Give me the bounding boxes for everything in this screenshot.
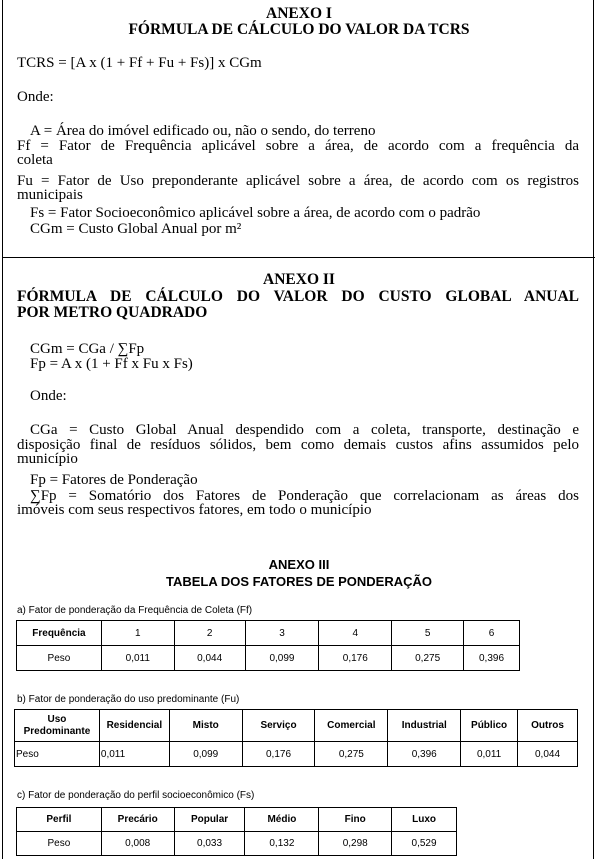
table-a-cell: 0,396 [464, 646, 520, 671]
table-a-header-cell: 4 [319, 621, 392, 646]
table-a-header-cell: 2 [174, 621, 245, 646]
table-c-header-cell: Perfil [17, 808, 102, 832]
annex1-onde: Onde: [17, 89, 54, 105]
table-b-header-cell: Uso Predominante [15, 710, 100, 742]
table-b-header-cell: Outros [518, 710, 578, 742]
annex2-def-fp: Fp = Fatores de Ponderação [30, 472, 198, 488]
table-b-header-cell: Comercial [315, 710, 388, 742]
annex1-def-ff: Ff = Fator de Frequência aplicável sobre a área, de acordo com a frequência da [17, 138, 579, 154]
table-c-header-cell: Médio [245, 808, 319, 832]
table-c-header-cell: Precário [101, 808, 174, 832]
table-c-cell: 0,132 [245, 832, 319, 856]
table-frequency [16, 620, 520, 671]
table-b-cell: 0,011 [461, 742, 518, 767]
annex2-number: ANEXO II [263, 271, 335, 288]
table-c-row-label: Peso [17, 832, 102, 856]
annex1-def-fu: Fu = Fator de Uso preponderante aplicável sobre a área, de acordo com os registros [17, 173, 579, 189]
table-a-cell: 0,011 [101, 646, 174, 671]
table-a-header-cell: 6 [464, 621, 520, 646]
annex1-def-fu-cont: municipais [17, 187, 83, 203]
annex1-def-fs: Fs = Fator Socioeconômico aplicável sobre a área, de acordo com o padrão [30, 205, 481, 221]
table-c-header-cell: Fino [319, 808, 392, 832]
annex1-title: FÓRMULA DE CÁLCULO DO VALOR DA TCRS [128, 21, 470, 38]
table-c-cell: 0,008 [101, 832, 174, 856]
table-c-cell: 0,298 [319, 832, 392, 856]
annex1-def-ff-cont: coleta [17, 152, 53, 168]
table-a-cell: 0,176 [319, 646, 392, 671]
table-a-caption: a) Fator de ponderação da Frequência de Coleta (Ff) [17, 605, 253, 616]
table-b-header-cell: Misto [169, 710, 242, 742]
annex1-def-cgm: CGm = Custo Global Anual por m² [30, 221, 242, 237]
table-b-caption: b) Fator de ponderação do uso predominante (Fu) [17, 694, 240, 705]
table-b-cell: 0,176 [242, 742, 315, 767]
table-b-header-cell: Serviço [242, 710, 315, 742]
table-b-cell: 0,011 [99, 742, 169, 767]
table-a-cell: 0,275 [392, 646, 464, 671]
annex1-def-a: A = Área do imóvel edificado ou, não o sendo, do terreno [30, 123, 376, 139]
table-b-cell: 0,275 [315, 742, 388, 767]
table-a-header-cell: Frequência [17, 621, 102, 646]
table-a-header-cell: 3 [245, 621, 319, 646]
annex3-number: ANEXO III [268, 557, 330, 572]
table-a-header-cell: 5 [392, 621, 464, 646]
table-a-cell: 0,099 [245, 646, 319, 671]
table-c-cell: 0,033 [174, 832, 245, 856]
annex2-def-cga-cont: disposição final de resíduos sólidos, bem como demais custos afins assumidos pelo [17, 437, 579, 453]
separator [3, 257, 595, 258]
table-a-row-label: Peso [17, 646, 102, 671]
table-a-cell: 0,044 [174, 646, 245, 671]
table-a-header-cell: 1 [101, 621, 174, 646]
annex2-title-line1: FÓRMULA DE CÁLCULO DO VALOR DO CUSTO GLOBAL ANUAL [17, 288, 579, 305]
table-b-header-cell: Industrial [388, 710, 461, 742]
annex1-number: ANEXO I [266, 5, 332, 22]
table-b-header-cell: Público [461, 710, 518, 742]
table-c-header-cell: Luxo [392, 808, 457, 832]
table-b-cell: 0,099 [169, 742, 242, 767]
table-c-header-cell: Popular [174, 808, 245, 832]
table-c-cell: 0,529 [392, 832, 457, 856]
annex2-formula-cgm: CGm = CGa / ∑Fp [30, 341, 145, 357]
annex3-title: TABELA DOS FATORES DE PONDERAÇÃO [165, 574, 433, 589]
document-page [2, 0, 594, 859]
annex1-formula: TCRS = [A x (1 + Ff + Fu + Fs)] x CGm [17, 55, 262, 71]
annex2-onde: Onde: [30, 388, 67, 404]
table-b-row-label: Peso [15, 742, 100, 767]
table-usage [14, 709, 578, 767]
annex2-formula-fp: Fp = A x (1 + Ff x Fu x Fs) [30, 356, 193, 372]
annex2-def-cga-end: município [17, 451, 78, 467]
annex2-def-sumfp-cont: imóveis com seus respectivos fatores, em todo o município [17, 502, 372, 518]
table-b-header-cell: Residencial [99, 710, 169, 742]
annex2-title-line2: POR METRO QUADRADO [17, 304, 208, 321]
table-socioeconomic [16, 807, 457, 856]
annex2-def-sumfp: ∑Fp = Somatório dos Fatores de Ponderação que correlacionam as áreas dos [30, 488, 579, 504]
table-b-cell: 0,396 [388, 742, 461, 767]
annex2-def-cga: CGa = Custo Global Anual despendido com a coleta, transporte, destinação e [30, 422, 579, 438]
table-c-caption: c) Fator de ponderação do perfil socioeconômico (Fs) [17, 790, 255, 801]
table-b-cell: 0,044 [518, 742, 578, 767]
